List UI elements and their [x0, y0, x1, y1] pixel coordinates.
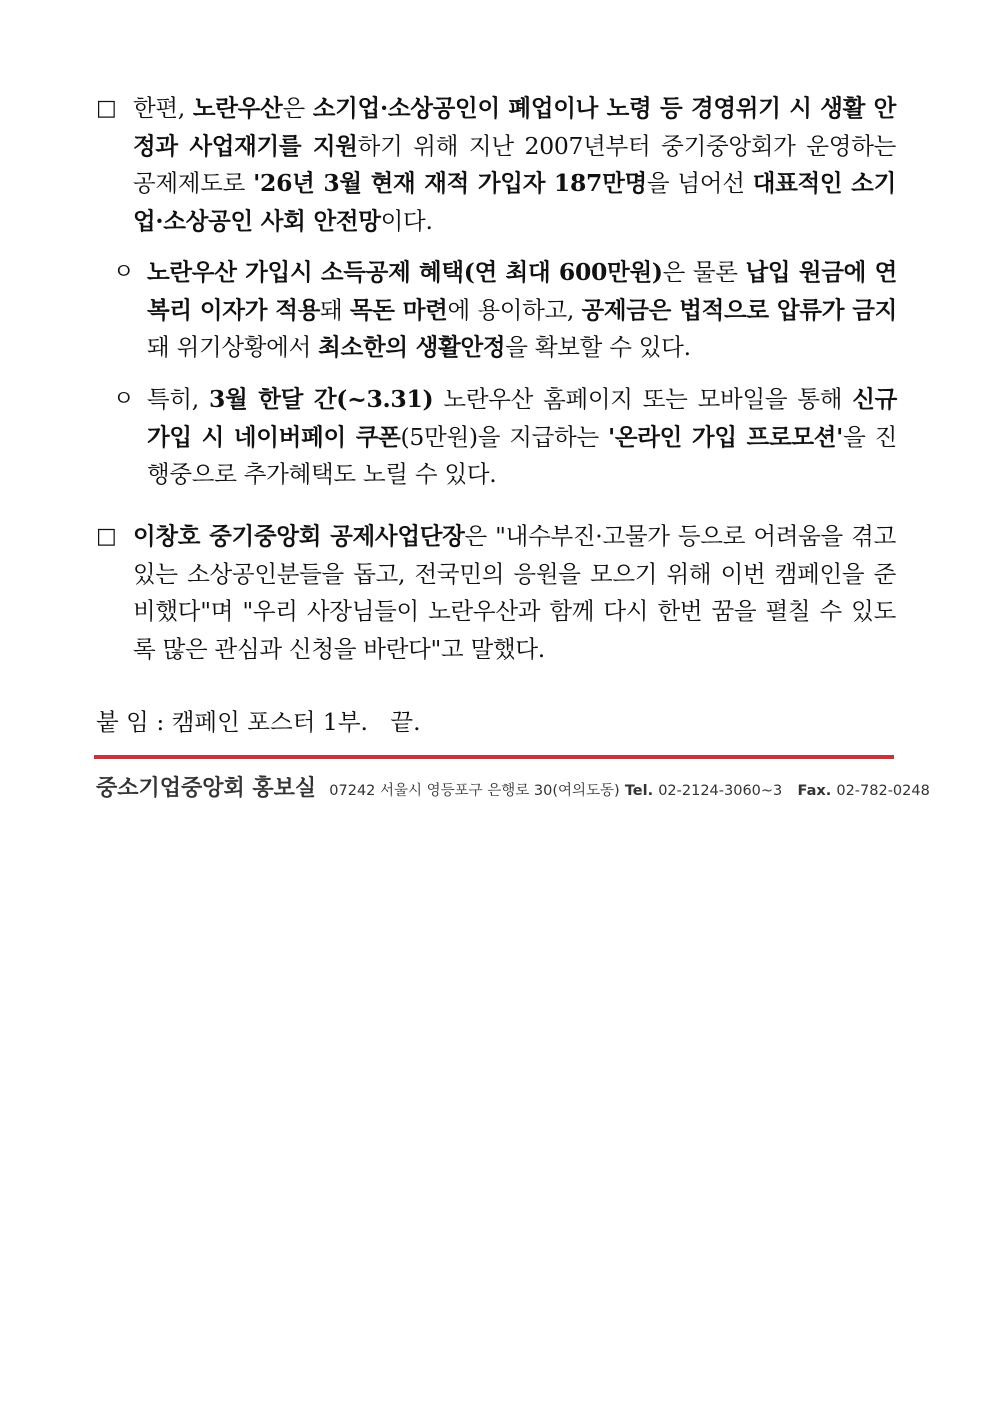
- square-bullet-1: □: [96, 96, 117, 121]
- footer-address: 07242 서울시 영등포구 은행로 30(여의도동): [329, 783, 620, 799]
- footer-org-name: 중소기업중앙회 홍보실: [96, 776, 317, 801]
- circle-bullet-2: ㅇ: [113, 387, 135, 412]
- footer-tel: 02-2124-3060~3: [658, 783, 783, 799]
- paragraph-tax-benefits: 노란우산 가입시 소득공제 혜택(연 최대 600만원)은 물론 납입 원금에 연복리 이자가 적용돼 목돈 마련에 용이하고, 공제금은 법적으로 압류가 금지돼 위기상황에서 최소한의 생활안정을 확보할 수 있다.: [147, 258, 898, 361]
- paragraph-director-quote: 이창호 중기중앙회 공제사업단장은 "내수부진·고물가 등으로 어려움을 겪고 있는 소상공인분들을 돕고, 전국민의 응원을 모으기 위해 이번 캠페인을 준비했다"며 "우리 사장님들이 노란우산과 함께 다시 한번 꿈을 펼칠 수 있도록 많은 관심과 신청을 바란다"고 말했다.: [133, 522, 896, 663]
- footer-tel-label: Tel.: [624, 783, 654, 799]
- footer-divider: [94, 755, 894, 759]
- footer-fax: 02-782-0248: [836, 783, 930, 799]
- square-bullet-2: □: [96, 524, 117, 549]
- footer: [96, 771, 930, 802]
- footer-fax-label: Fax.: [797, 783, 832, 799]
- paragraph-online-promotion: 특히, 3월 한달 간(~3.31) 노란우산 홈페이지 또는 모바일을 통해 신규 가입 시 네이버페이 쿠폰(5만원)을 지급하는 '온라인 가입 프로모션'을 진행중으로 추가혜택도 노릴 수 있다.: [147, 385, 897, 488]
- circle-bullet-1: ㅇ: [113, 260, 135, 285]
- paragraph-noransan-intro: 한편, 노란우산은 소기업·소상공인이 폐업이나 노령 등 경영위기 시 생활 안정과 사업재기를 지원하기 위해 지난 2007년부터 중기중앙회가 운영하는 공제제도로 '26년 3월 현재 재적 가입자 187만명을 넘어선 대표적인 소기업·소상공인 사회 안전망이다.: [133, 94, 896, 235]
- attachment-note: 붙 임 : 캠페인 포스터 1부. 끝.: [96, 708, 421, 736]
